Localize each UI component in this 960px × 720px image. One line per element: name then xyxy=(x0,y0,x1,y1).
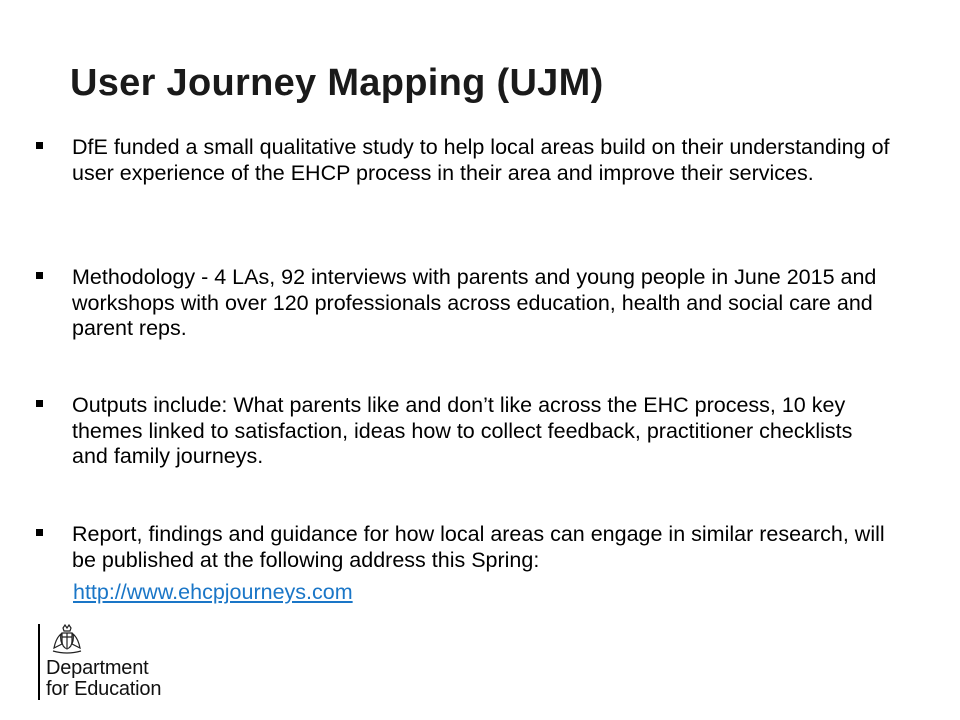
square-bullet-icon xyxy=(36,142,43,149)
square-bullet-icon xyxy=(36,400,43,407)
bullet-text: Methodology - 4 LAs, 92 interviews with parents and young people in June 2015 and workshops with over 120 professionals across education, health and social care and parent reps. xyxy=(72,265,877,340)
slide-title: User Journey Mapping (UJM) xyxy=(70,62,604,104)
square-bullet-icon xyxy=(36,529,43,536)
royal-coat-of-arms-icon xyxy=(50,624,84,654)
bullet-text: Report, findings and guidance for how local areas can engage in similar research, will be published at the following address this Spring: xyxy=(72,522,885,572)
bullet-text: DfE funded a small qualitative study to help local areas build on their understanding of user experience of the EHCP process in their area and improve their services. xyxy=(72,135,890,185)
logo-divider xyxy=(38,624,40,700)
bullet-text: Outputs include: What parents like and don’t like across the EHC process, 10 key themes linked to satisfaction, ideas how to collect feedback, practitioner checklists and family journeys. xyxy=(72,393,853,468)
logo-text-department: Department xyxy=(46,657,149,679)
ehcp-journeys-link[interactable]: http://www.ehcpjourneys.com xyxy=(73,580,353,604)
logo-text-for-education: for Education xyxy=(46,678,162,700)
square-bullet-icon xyxy=(36,272,43,279)
